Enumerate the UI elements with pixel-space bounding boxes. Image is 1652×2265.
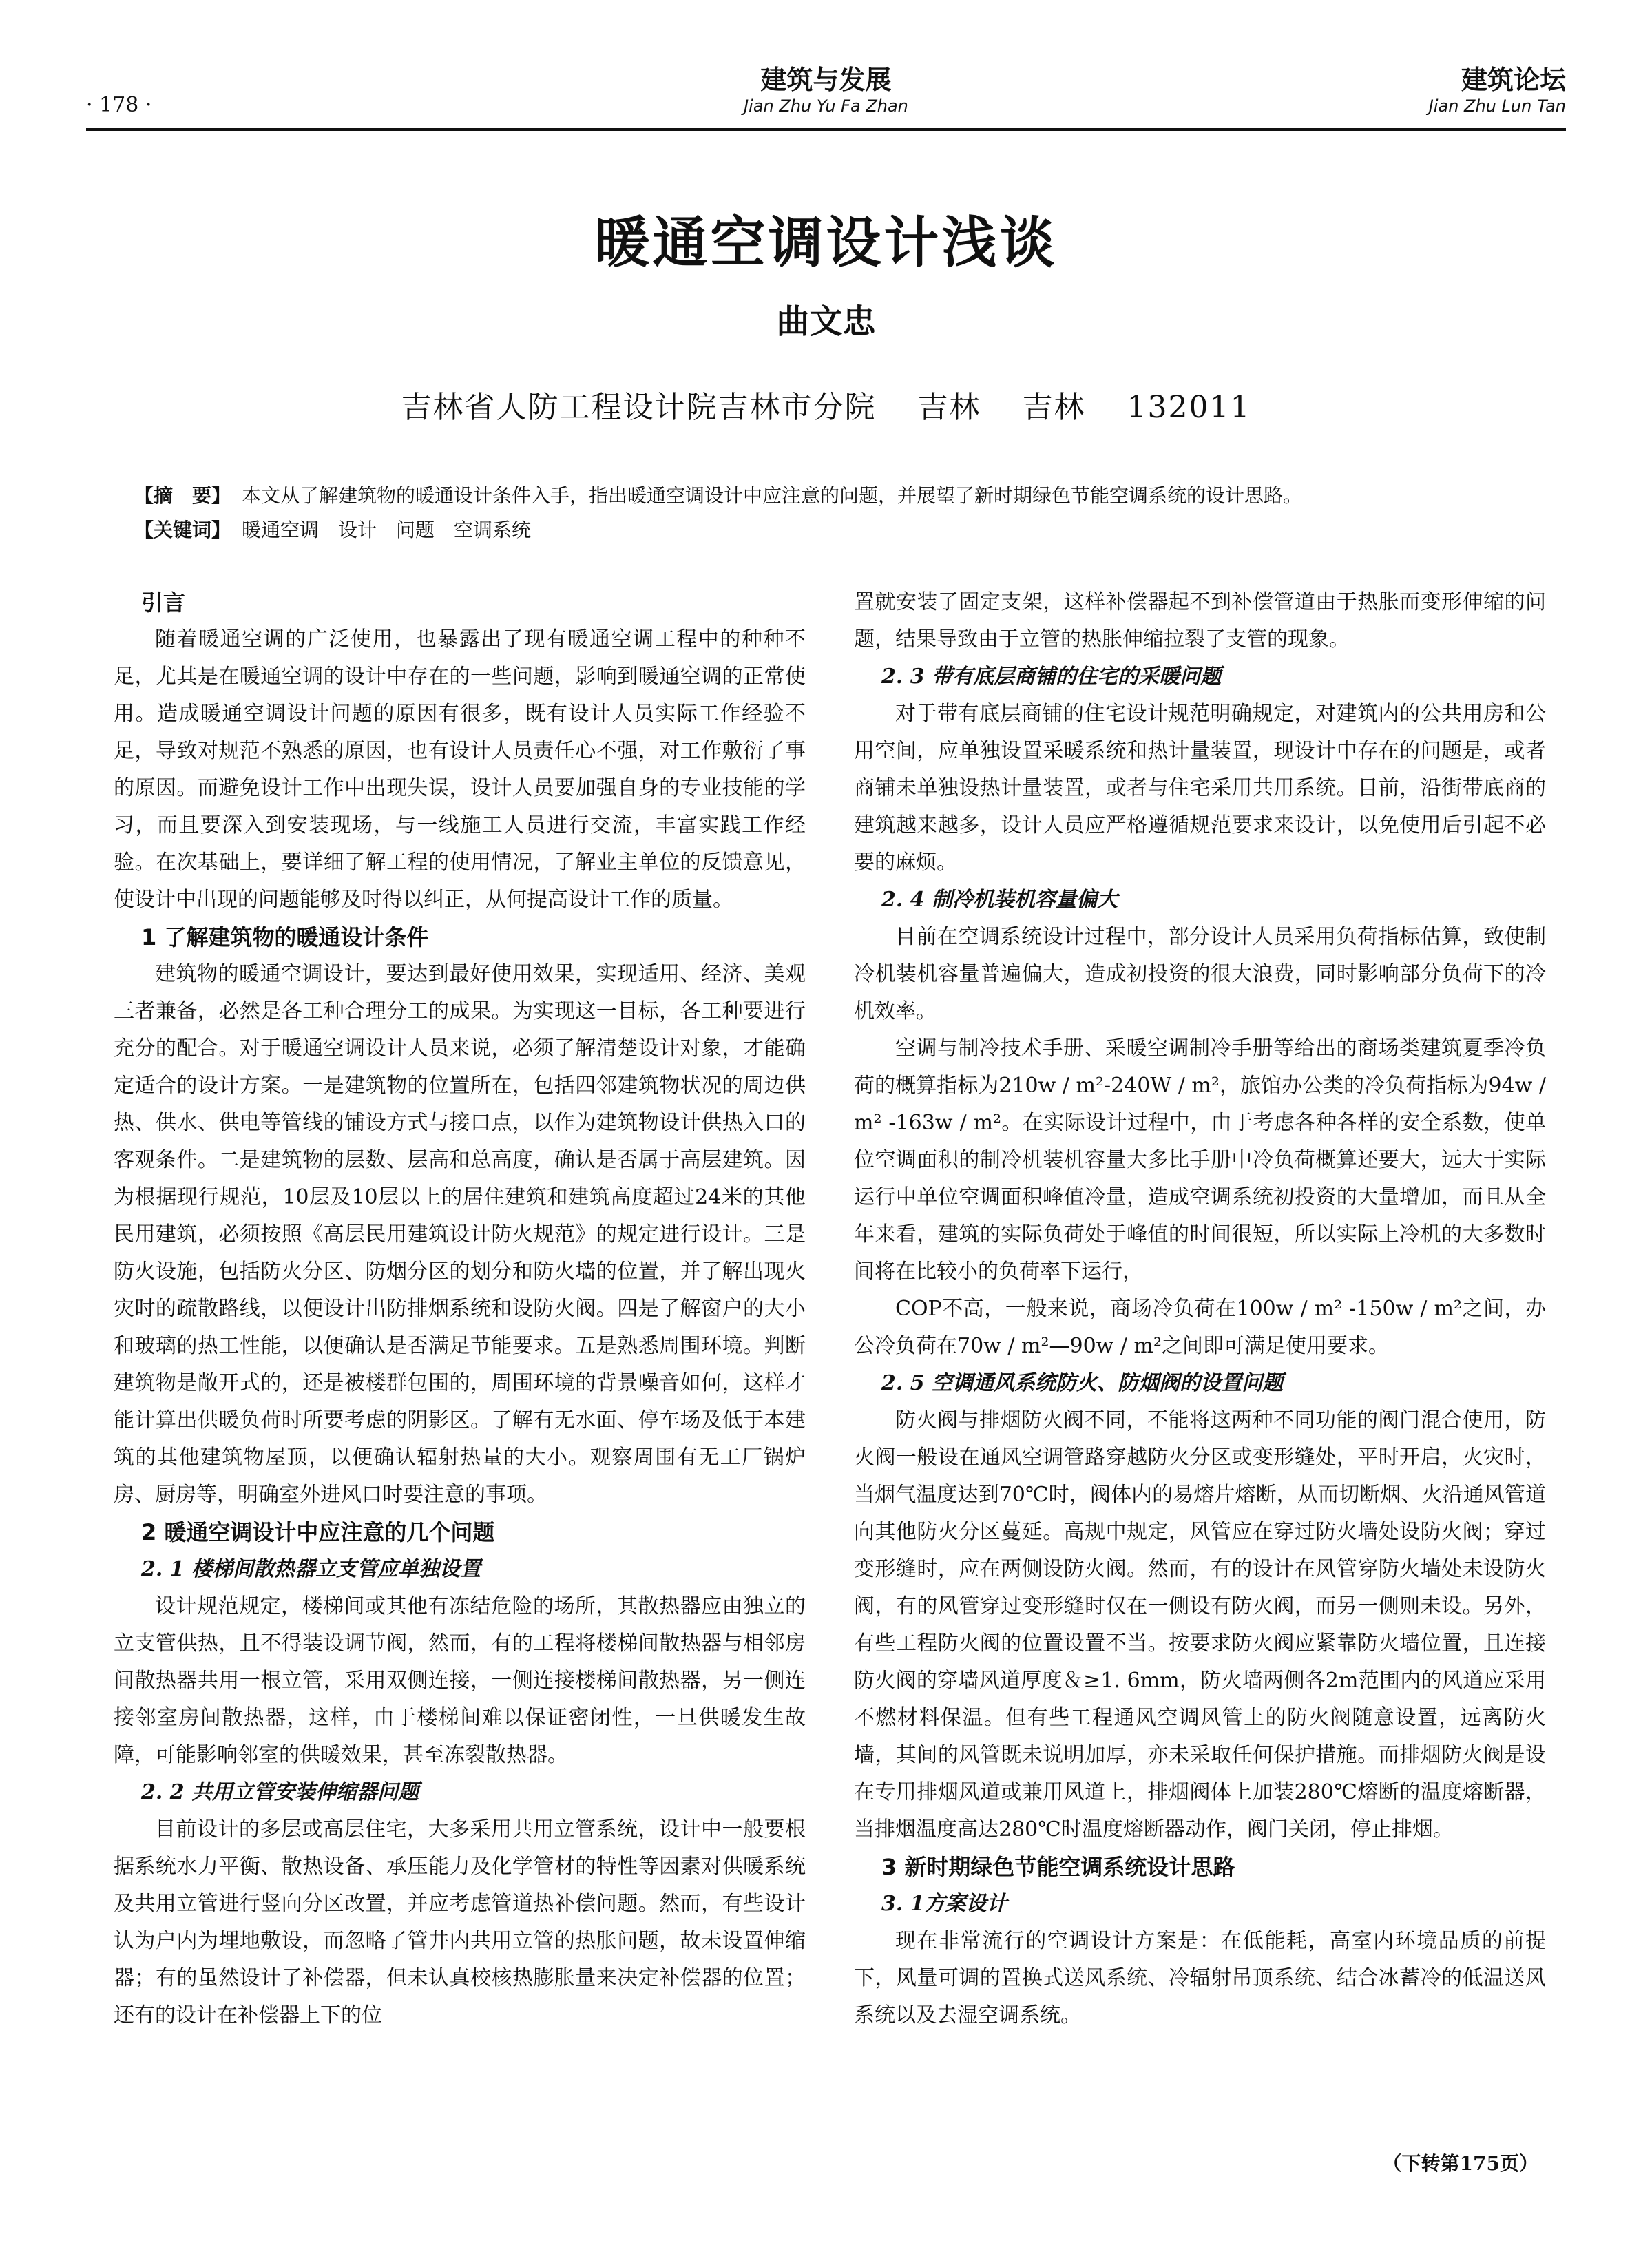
section-2-1-heading: 2. 1 楼梯间散热器立支管应单独设置	[141, 1557, 481, 1581]
section-1-heading: 1 了解建筑物的暖通设计条件	[141, 924, 429, 950]
section-2-3-paragraph: 对于带有底层商铺的住宅设计规范明确规定，对建筑内的公共用房和公用空间，应单独设置采暖系统和热计量装置，现设计中存在的问题是，或者商铺未单独设热计量装置，或者与住宅采用共用系统。目前，沿街带底商的建筑越来越多，设计人员应严格遵循规范要求来设计，以免使用后引起不必要的麻烦。	[854, 702, 1546, 875]
section-2-heading: 2 暖通空调设计中应注意的几个问题	[141, 1519, 495, 1545]
article-author: 曲文忠	[776, 302, 876, 341]
section-pinyin: Jian Zhu Lun Tan	[1428, 96, 1566, 116]
continued-note: （下转第175页）	[1382, 2152, 1538, 2175]
intro-heading: 引言	[141, 589, 186, 616]
section-1-paragraph: 建筑物的暖通空调设计，要达到最好使用效果，实现适用、经济、美观三者兼备，必然是各工种合理分工的成果。为实现这一目标，各工种要进行充分的配合。对于暖通空调设计人员来说，必须了解清楚设计对象，才能确定适合的设计方案。一是建筑物的位置所在，包括四邻建筑物状况的周边供热、供水、供电等管线的铺设方式与接口点，以作为建筑物设计供热入口的客观条件。二是建筑物的层数、层高和总高度，确认是否属于高层建筑。因为根据现行规范，10层及10层以上的居住建筑和建筑高度超过24米的其他民用建筑，必须按照《高层民用建筑设计防火规范》的规定进行设计。三是防火设施，包括防火分区、防烟分区的划分和防火墙的位置，并了解出现火灾时的疏散路线，以便设计出防排烟系统和设防火阀。四是了解窗户的大小和玻璃的热工性能，以便确认是否满足节能要求。五是熟悉周围环境。判断建筑物是敞开式的，还是被楼群包围的，周围环境的背景噪音如何，这样才能计算出供暖负荷时所要考虑的阴影区。了解有无水面、停车场及低于本建筑的其他建筑物屋顶，以便确认辐射热量的大小。观察周围有无工厂锅炉房、厨房等，明确室外进风口时要注意的事项。	[114, 962, 806, 1507]
keywords-label: 【关键词】	[134, 519, 231, 541]
section-3-1-heading: 3. 1方案设计	[881, 1892, 1007, 1916]
section-2-5-heading: 2. 5 空调通风系统防火、防烟阀的设置问题	[881, 1371, 1284, 1395]
affiliation-postcode: 132011	[1127, 390, 1251, 425]
article-title: 暖通空调设计浅谈	[594, 210, 1058, 275]
header-rule-thick	[86, 128, 1566, 131]
section-3-heading: 3 新时期绿色节能空调系统设计思路	[881, 1854, 1235, 1880]
abstract	[134, 479, 1518, 513]
section-2-5-paragraph: 防火阀与排烟防火阀不同，不能将这两种不同功能的阀门混合使用，防火阀一般设在通风空调管路穿越防火分区或变形缝处，平时开启，火灾时，当烟气温度达到70℃时，阀体内的易熔片熔断，从而切断烟、火沿通风管道向其他防火分区蔓延。高规中规定，风管应在穿过防火墙处设防火阀；穿过变形缝时，应在两侧设防火阀。然而，有的设计在风管穿防火墙处未设防火阀，有的风管穿过变形缝时仅在一侧设有防火阀，而另一侧则未设。另外，有些工程防火阀的位置设置不当。按要求防火阀应紧靠防火墙位置，且连接防火阀的穿墙风道厚度＆≥1. 6mm，防火墙两侧各2m范围内的风道应采用不燃材料保温。但有些工程通风空调风管上的防火阀随意设置，远离防火墙，其间的风管既未说明加厚，亦未采取任何保护措施。而排烟防火阀是设在专用排烟风道或兼用风道上，排烟阀体上加装280℃熔断的温度熔断器，当排烟温度高达280℃时温度熔断器动作，阀门关闭，停止排烟。	[854, 1408, 1546, 1841]
journal-name: 建筑与发展	[760, 65, 892, 95]
journal-pinyin: Jian Zhu Yu Fa Zhan	[744, 96, 908, 116]
affiliation-city1: 吉林	[917, 390, 981, 425]
intro-paragraph: 随着暖通空调的广泛使用，也暴露出了现有暖通空调工程中的种种不足，尤其是在暖通空调的设计中存在的一些问题，影响到暖通空调的正常使用。造成暖通空调设计问题的原因有很多，既有设计人员实际工作经验不足，导致对规范不熟悉的原因，也有设计人员责任心不强，对工作敷衍了事的原因。而避免设计工作中出现失误，设计人员要加强自身的专业技能的学习，而且要深入到安装现场，与一线施工人员进行交流，丰富实践工作经验。在次基础上，要详细了解工程的使用情况，了解业主单位的反馈意见，使设计中出现的问题能够及时得以纠正，从何提高设计工作的质量。	[114, 627, 806, 912]
section-3-1-paragraph: 现在非常流行的空调设计方案是：在低能耗，高室内环境品质的前提下，风量可调的置换式送风系统、冷辐射吊顶系统、结合冰蓄冷的低温送风系统以及去湿空调系统。	[854, 1929, 1546, 2027]
left-column	[114, 584, 806, 2034]
keywords-text: 暖通空调 设计 问题 空调系统	[242, 519, 532, 541]
section-name: 建筑论坛	[1461, 65, 1566, 95]
article-affiliation	[0, 382, 1652, 426]
section-2-4-paragraph-2: 空调与制冷技术手册、采暖空调制冷手册等给出的商场类建筑夏季冷负荷的概算指标为210w / m²-240W / m²，旅馆办公类的冷负荷指标为94w / m² -163w / m²。在实际设计过程中，由于考虑各种各样的安全系数，使单位空调面积的制冷机装机容量大多比手册中冷负荷概算还要大，远大于实际运行中单位空调面积峰值冷量，造成空调系统初投资的大量增加，而且从全年来看，建筑的实际负荷处于峰值的时间很短，所以实际上冷机的大多数时间将在比较小的负荷率下运行，	[854, 1036, 1546, 1284]
affiliation-institution: 吉林省人防工程设计院吉林市分院	[401, 390, 877, 425]
abstract-label: 【摘 要】	[134, 484, 231, 507]
section-2-4-paragraph-3: COP不高，一般来说，商场冷负荷在100w / m² -150w / m²之间，办公冷负荷在70w / m²—90w / m²之间即可满足使用要求。	[854, 1297, 1546, 1358]
keywords	[134, 513, 1518, 547]
section-2-1-paragraph: 设计规范规定，楼梯间或其他有冻结危险的场所，其散热器应由独立的立支管供热，且不得装设调节阀，然而，有的工程将楼梯间散热器与相邻房间散热器共用一根立管，采用双侧连接，一侧连接楼梯间散热器，另一侧连接邻室房间散热器，这样，由于楼梯间难以保证密闭性，一旦供暖发生故障，可能影响邻室的供暖效果，甚至冻裂散热器。	[114, 1594, 806, 1767]
abstract-text: 本文从了解建筑物的暖通设计条件入手，指出暖通空调设计中应注意的问题，并展望了新时期绿色节能空调系统的设计思路。	[242, 484, 1303, 507]
section-2-3-heading: 2. 3 带有底层商铺的住宅的采暖问题	[881, 665, 1222, 689]
page-number: · 178 ·	[86, 93, 152, 117]
section-2-2-paragraph: 目前设计的多层或高层住宅，大多采用共用立管系统，设计中一般要根据系统水力平衡、散热设备、承压能力及化学管材的特性等因素对供暖系统及共用立管进行竖向分区改置，并应考虑管道热补偿问题。然而，有些设计认为户内为埋地敷设，而忽略了管井内共用立管的热胀问题，故未设置伸缩器；有的虽然设计了补偿器，但未认真校核热膨胀量来决定补偿器的位置；还有的设计在补偿器上下的位	[114, 1817, 806, 2027]
section-2-2-continued: 置就安装了固定支架，这样补偿器起不到补偿管道由于热胀而变形伸缩的问题，结果导致由于立管的热胀伸缩拉裂了支管的现象。	[854, 590, 1546, 651]
section-2-2-heading: 2. 2 共用立管安装伸缩器问题	[141, 1780, 419, 1804]
section-2-4-paragraph-1: 目前在空调系统设计过程中，部分设计人员采用负荷指标估算，致使制冷机装机容量普遍偏大，造成初投资的很大浪费，同时影响部分负荷下的冷机效率。	[854, 925, 1546, 1023]
section-2-4-heading: 2. 4 制冷机装机容量偏大	[881, 888, 1118, 912]
affiliation-city2: 吉林	[1022, 390, 1086, 425]
right-column	[854, 584, 1546, 2034]
